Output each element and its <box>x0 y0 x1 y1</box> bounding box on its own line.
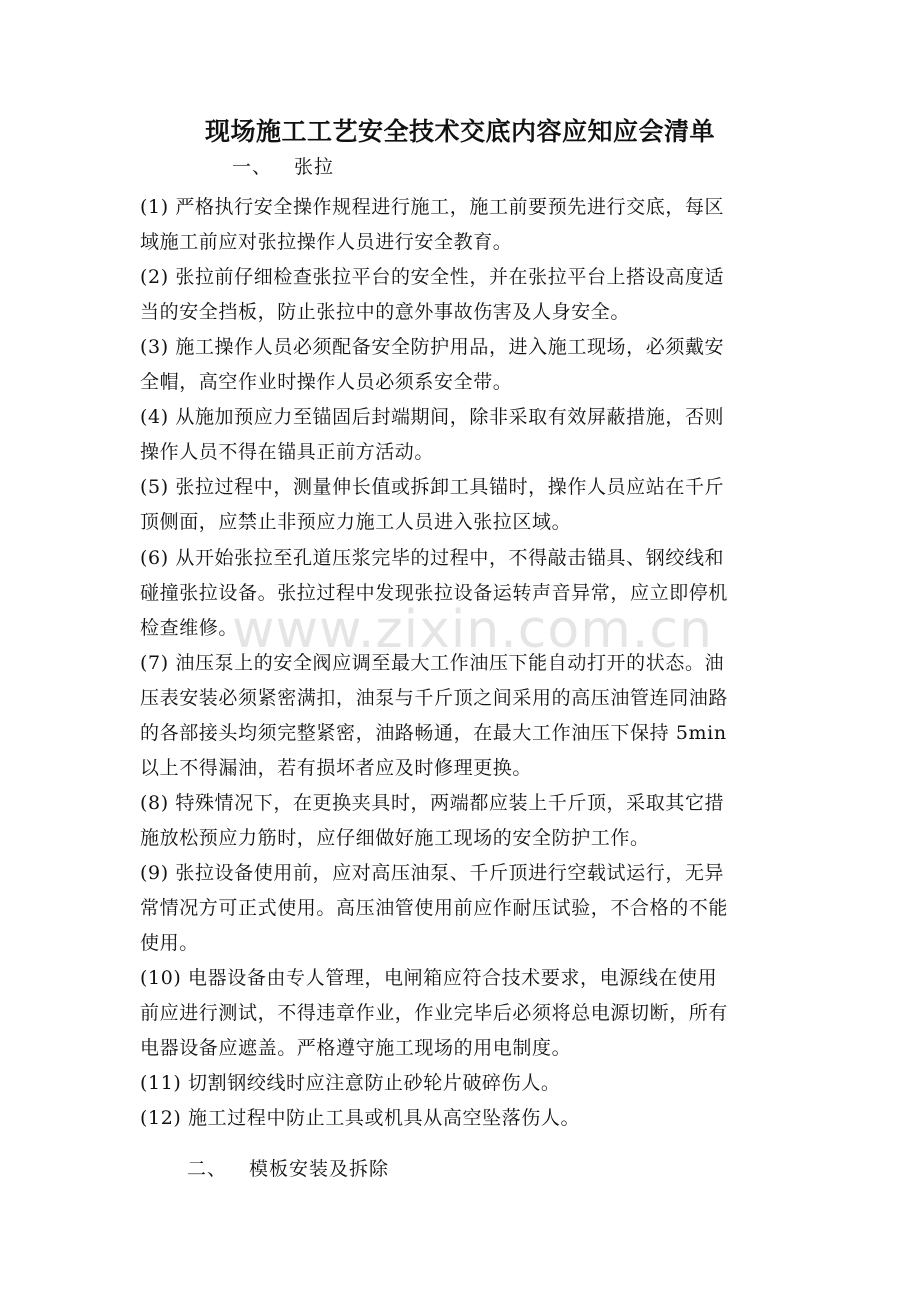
text-line: (12) 施工过程中防止工具或机具从高空坠落伤人。 <box>140 1107 581 1129</box>
text-line: (6) 从开始张拉至孔道压浆完毕的过程中，不得敲击锚具、钢绞线和 <box>140 547 725 569</box>
text-line: (11) 切割钢绞线时应注意防止砂轮片破碎伤人。 <box>140 1072 561 1094</box>
text-line: (7) 油压泵上的安全阀应调至最大工作油压下能自动打开的状态。油 <box>140 652 725 674</box>
text-line: (10) 电器设备由专人管理，电闸箱应符合技术要求，电源线在使用 <box>140 967 718 989</box>
text-line: 全帽，高空作业时操作人员必须系安全带。 <box>140 371 513 393</box>
text-line: (1) 严格执行安全操作规程进行施工，施工前要预先进行交底，每区 <box>140 196 725 218</box>
section-heading-2 <box>187 1154 389 1181</box>
text-line: 的各部接头均须完整紧密，油路畅通，在最大工作油压下保持 5min <box>140 722 727 744</box>
section-number: 二、 <box>187 1158 228 1180</box>
text-line: (8) 特殊情况下，在更换夹具时，两端都应装上千斤顶，采取其它措 <box>140 792 725 814</box>
text-line: (3) 施工操作人员必须配备安全防护用品，进入施工现场，必须戴安 <box>140 336 725 358</box>
section-heading-1 <box>232 152 334 179</box>
text-line: 顶侧面，应禁止非预应力施工人员进入张拉区域。 <box>140 511 572 533</box>
text-line: 施放松预应力筋时，应仔细做好施工现场的安全防护工作。 <box>140 827 650 849</box>
text-line: (2) 张拉前仔细检查张拉平台的安全性，并在张拉平台上搭设高度适 <box>140 266 725 288</box>
text-line: 常情况方可正式使用。高压油管使用前应作耐压试验，不合格的不能 <box>140 897 729 919</box>
text-line: 检查维修。 <box>140 617 239 639</box>
text-line: 使用。 <box>140 932 199 954</box>
text-line: (9) 张拉设备使用前，应对高压油泵、千斤顶进行空载试运行，无异 <box>140 862 725 884</box>
document-title: 现场施工工艺安全技术交底内容应知应会清单 <box>204 117 715 146</box>
section-number: 一、 <box>232 156 273 178</box>
text-line: 电器设备应遮盖。严格遵守施工现场的用电制度。 <box>140 1037 572 1059</box>
text-line: 操作人员不得在锚具正前方活动。 <box>140 441 435 463</box>
text-line: 前应进行测试，不得违章作业，作业完毕后必须将总电源切断，所有 <box>140 1002 729 1024</box>
section-title: 模板安装及拆除 <box>249 1158 390 1180</box>
text-line: 域施工前应对张拉操作人员进行安全教育。 <box>140 231 513 253</box>
text-line: (4) 从施加预应力至锚固后封端期间，除非采取有效屏蔽措施，否则 <box>140 406 725 428</box>
watermark: www.zixin.com.cn <box>232 600 713 660</box>
section-title: 张拉 <box>294 156 335 178</box>
text-line: 以上不得漏油，若有损坏者应及时修理更换。 <box>140 757 533 779</box>
text-line: 当的安全挡板，防止张拉中的意外事故伤害及人身安全。 <box>140 301 631 323</box>
text-line: (5) 张拉过程中，测量伸长值或拆卸工具锚时，操作人员应站在千斤 <box>140 476 725 498</box>
text-line: 碰撞张拉设备。张拉过程中发现张拉设备运转声音异常，应立即停机 <box>140 582 729 604</box>
text-line: 压表安装必须紧密满扣，油泵与千斤顶之间采用的高压油管连同油路 <box>140 687 729 709</box>
